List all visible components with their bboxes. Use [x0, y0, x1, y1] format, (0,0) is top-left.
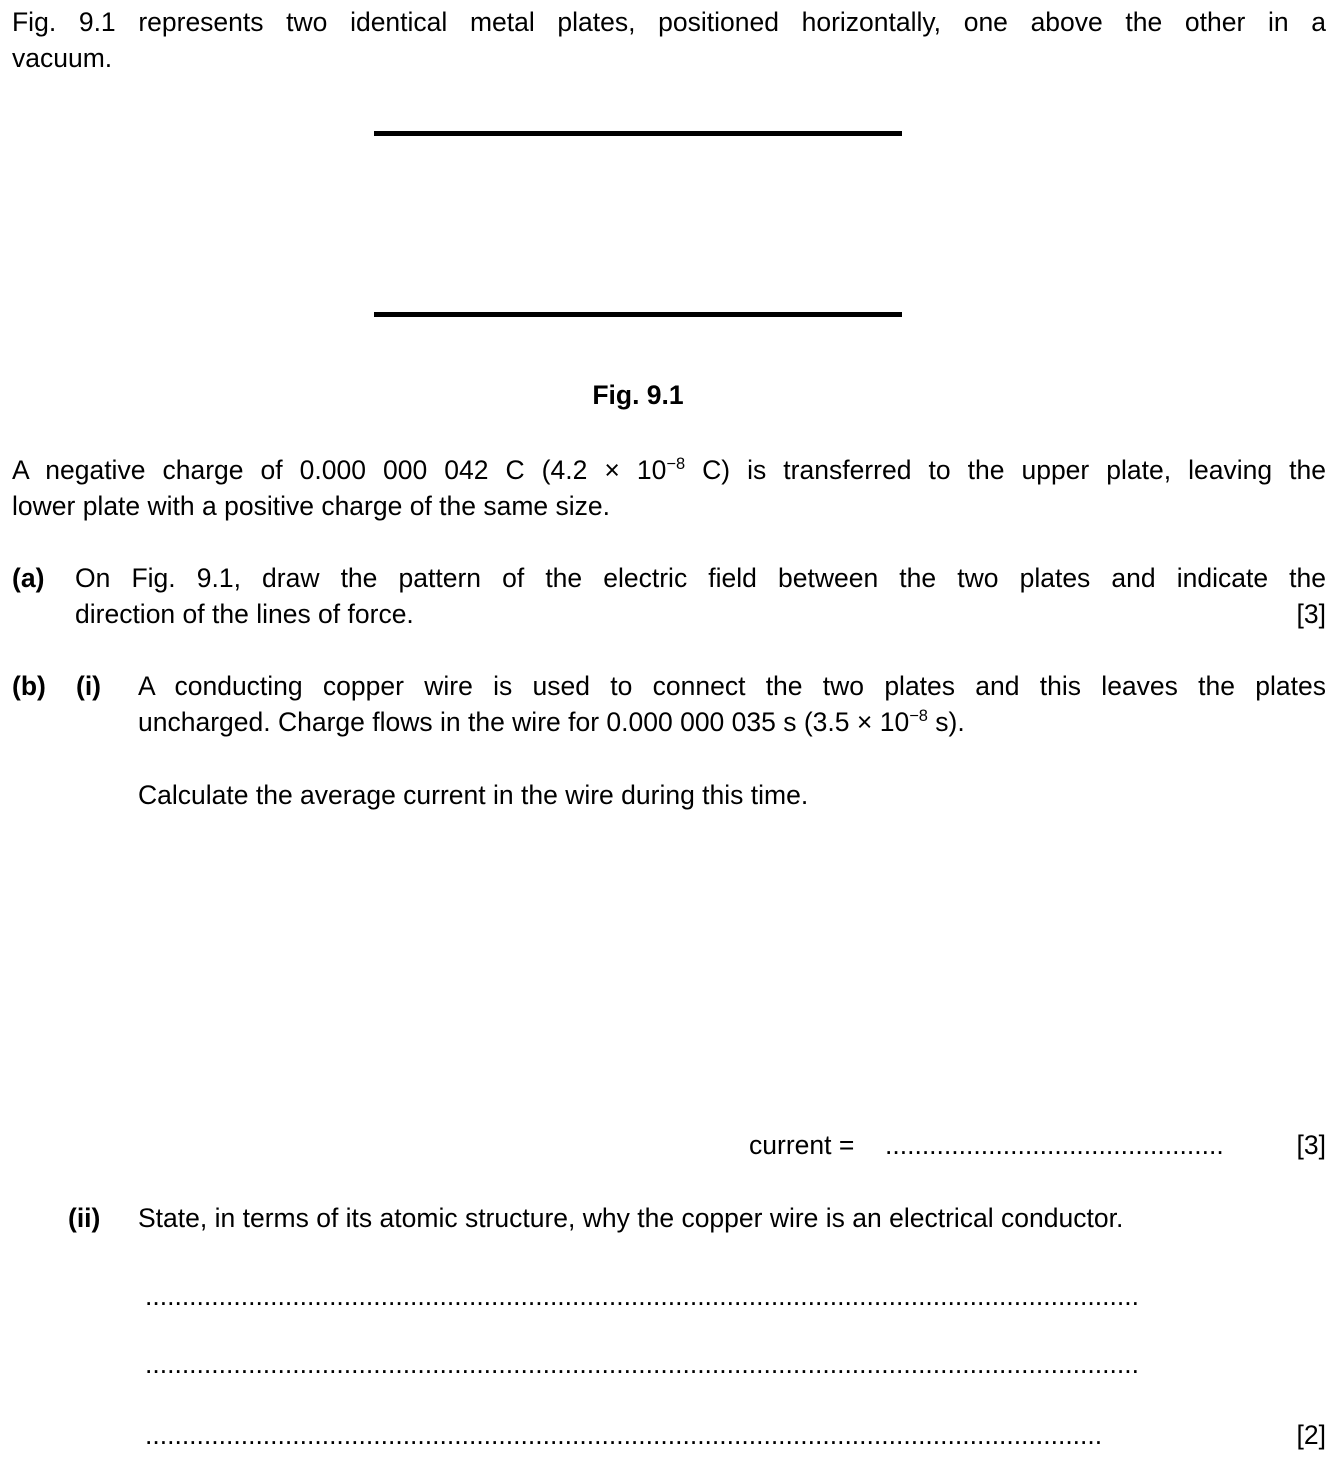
part-b-ii-marks: [2]: [1296, 1420, 1326, 1450]
intro-line-2: vacuum.: [12, 43, 113, 73]
part-b-i-line-2: [138, 704, 1326, 740]
part-a-marks: [3]: [1296, 599, 1326, 629]
upper-plate: [374, 131, 902, 136]
part-a-label: (a): [12, 563, 45, 593]
part-a-text: [75, 560, 1326, 632]
part-b-label: (b): [12, 671, 46, 701]
intro-paragraph: [12, 4, 1326, 76]
part-b-i-label: (i): [76, 671, 102, 701]
part-b-ii-label: (ii): [68, 1203, 101, 1233]
part-b-i-line-2-post: s).: [927, 707, 965, 737]
lower-plate: [374, 312, 902, 317]
charge-line-1-pre: A negative charge of 0.000 000 042 C (4.2 × 10: [12, 455, 667, 485]
part-b-i-marks: [3]: [1296, 1130, 1326, 1160]
charge-line-2: lower plate with a positive charge of the same size.: [12, 491, 611, 521]
part-b-i-instruction: Calculate the average current in the wire during this time.: [138, 780, 809, 810]
answer-line-3[interactable]: ..................................................................................................................................: [145, 1420, 1103, 1450]
part-b-ii-question: State, in terms of its atomic structure, why the copper wire is an electrical conductor.: [138, 1203, 1124, 1233]
current-answer-field[interactable]: ..............................................: [885, 1130, 1224, 1160]
charge-line-1: [12, 452, 1326, 488]
charge-exponent: −8: [666, 454, 686, 473]
current-answer-label: current =: [749, 1130, 855, 1160]
answer-line-1[interactable]: .......................................................................................................................................: [145, 1281, 1139, 1311]
answer-line-2[interactable]: .......................................................................................................................................: [145, 1349, 1139, 1379]
intro-line-1: Fig. 9.1 represents two identical metal plates, positioned horizontally, one above the other in a: [12, 7, 1326, 37]
part-a-line-1: On Fig. 9.1, draw the pattern of the electric field between the two plates and indicate the: [75, 563, 1326, 593]
time-exponent: −8: [909, 706, 928, 725]
part-b-i-text: [138, 668, 1326, 740]
figure-caption: Fig. 9.1: [592, 380, 684, 410]
charge-paragraph: [12, 452, 1326, 524]
charge-line-1-post: C) is transferred to the upper plate, leaving the: [685, 455, 1326, 485]
part-a-line-2: direction of the lines of force.: [75, 599, 414, 629]
part-b-i-line-1: A conducting copper wire is used to connect the two plates and this leaves the plates: [138, 671, 1326, 701]
part-b-i-line-2-pre: uncharged. Charge flows in the wire for 0.000 000 035 s (3.5 × 10: [138, 707, 910, 737]
